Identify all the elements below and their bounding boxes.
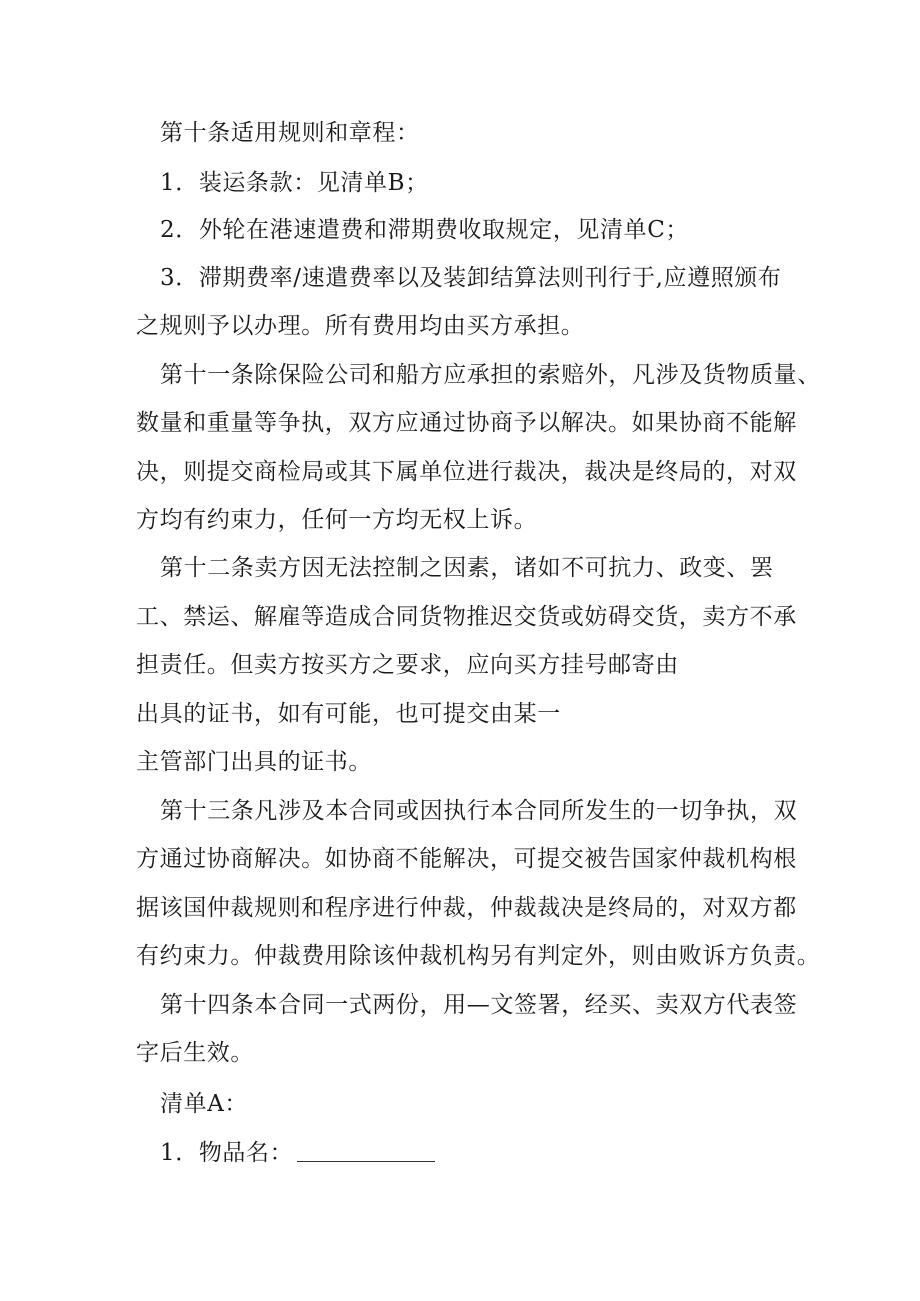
item-name-label: 1．物品名： bbox=[160, 1140, 294, 1166]
article-12-line-1: 第十二条卖方因无法控制之因素，诸如不可抗力、政变、罢 bbox=[160, 555, 774, 581]
article-11-line-3: 决，则提交商检局或其下属单位进行裁决，裁决是终局的，对双 bbox=[136, 459, 797, 485]
article-13-line-1: 第十三条凡涉及本合同或因执行本合同所发生的一切争执，双 bbox=[160, 798, 798, 824]
article-10-heading: 第十条适用规则和章程： bbox=[160, 120, 420, 146]
article-13-line-3: 据该国仲裁规则和程序进行仲裁，仲裁裁决是终局的，对双方都 bbox=[136, 895, 797, 921]
article-11-line-4: 方均有约束力，任何一方均无权上诉。 bbox=[136, 507, 538, 533]
article-10-item-1: 1．装运条款：见清单B； bbox=[160, 170, 429, 196]
article-10-item-3: 3．滞期费率/速遣费率以及装卸结算法则刊行于,应遵照颁布 bbox=[160, 265, 782, 291]
article-13-line-4: 有约束力。仲裁费用除该仲裁机构另有判定外，则由败诉方负责。 bbox=[136, 943, 821, 969]
article-12-line-3: 担责任。但卖方按买方之要求，应向买方挂号邮寄由 bbox=[136, 652, 679, 678]
article-14-line-2: 字后生效。 bbox=[136, 1040, 254, 1066]
article-12-line-4: 出具的证书，如有可能，也可提交由某一 bbox=[136, 701, 561, 727]
item-name-blank-field[interactable] bbox=[297, 1139, 435, 1162]
article-11-line-2: 数量和重量等争执，双方应通过协商予以解决。如果协商不能解 bbox=[136, 410, 797, 436]
article-14-line-1: 第十四条本合同一式两份，用—文签署，经买、卖双方代表签 bbox=[160, 992, 798, 1018]
list-a-item-1 bbox=[160, 1138, 435, 1168]
article-10-item-2: 2．外轮在港速遣费和滞期费收取规定，见清单C； bbox=[160, 217, 690, 243]
article-12-line-2: 工、禁运、解雇等造成合同货物推迟交货或妨碍交货，卖方不承 bbox=[136, 604, 797, 630]
list-a-heading: 清单A： bbox=[160, 1091, 249, 1117]
article-12-line-5: 主管部门出具的证书。 bbox=[136, 749, 372, 775]
article-10-item-3-cont: 之规则予以办理。所有费用均由买方承担。 bbox=[136, 313, 585, 339]
article-11-line-1: 第十一条除保险公司和船方应承担的索赔外，凡涉及货物质量、 bbox=[160, 362, 821, 388]
article-13-line-2: 方通过协商解决。如协商不能解决，可提交被告国家仲裁机构根 bbox=[136, 846, 797, 872]
